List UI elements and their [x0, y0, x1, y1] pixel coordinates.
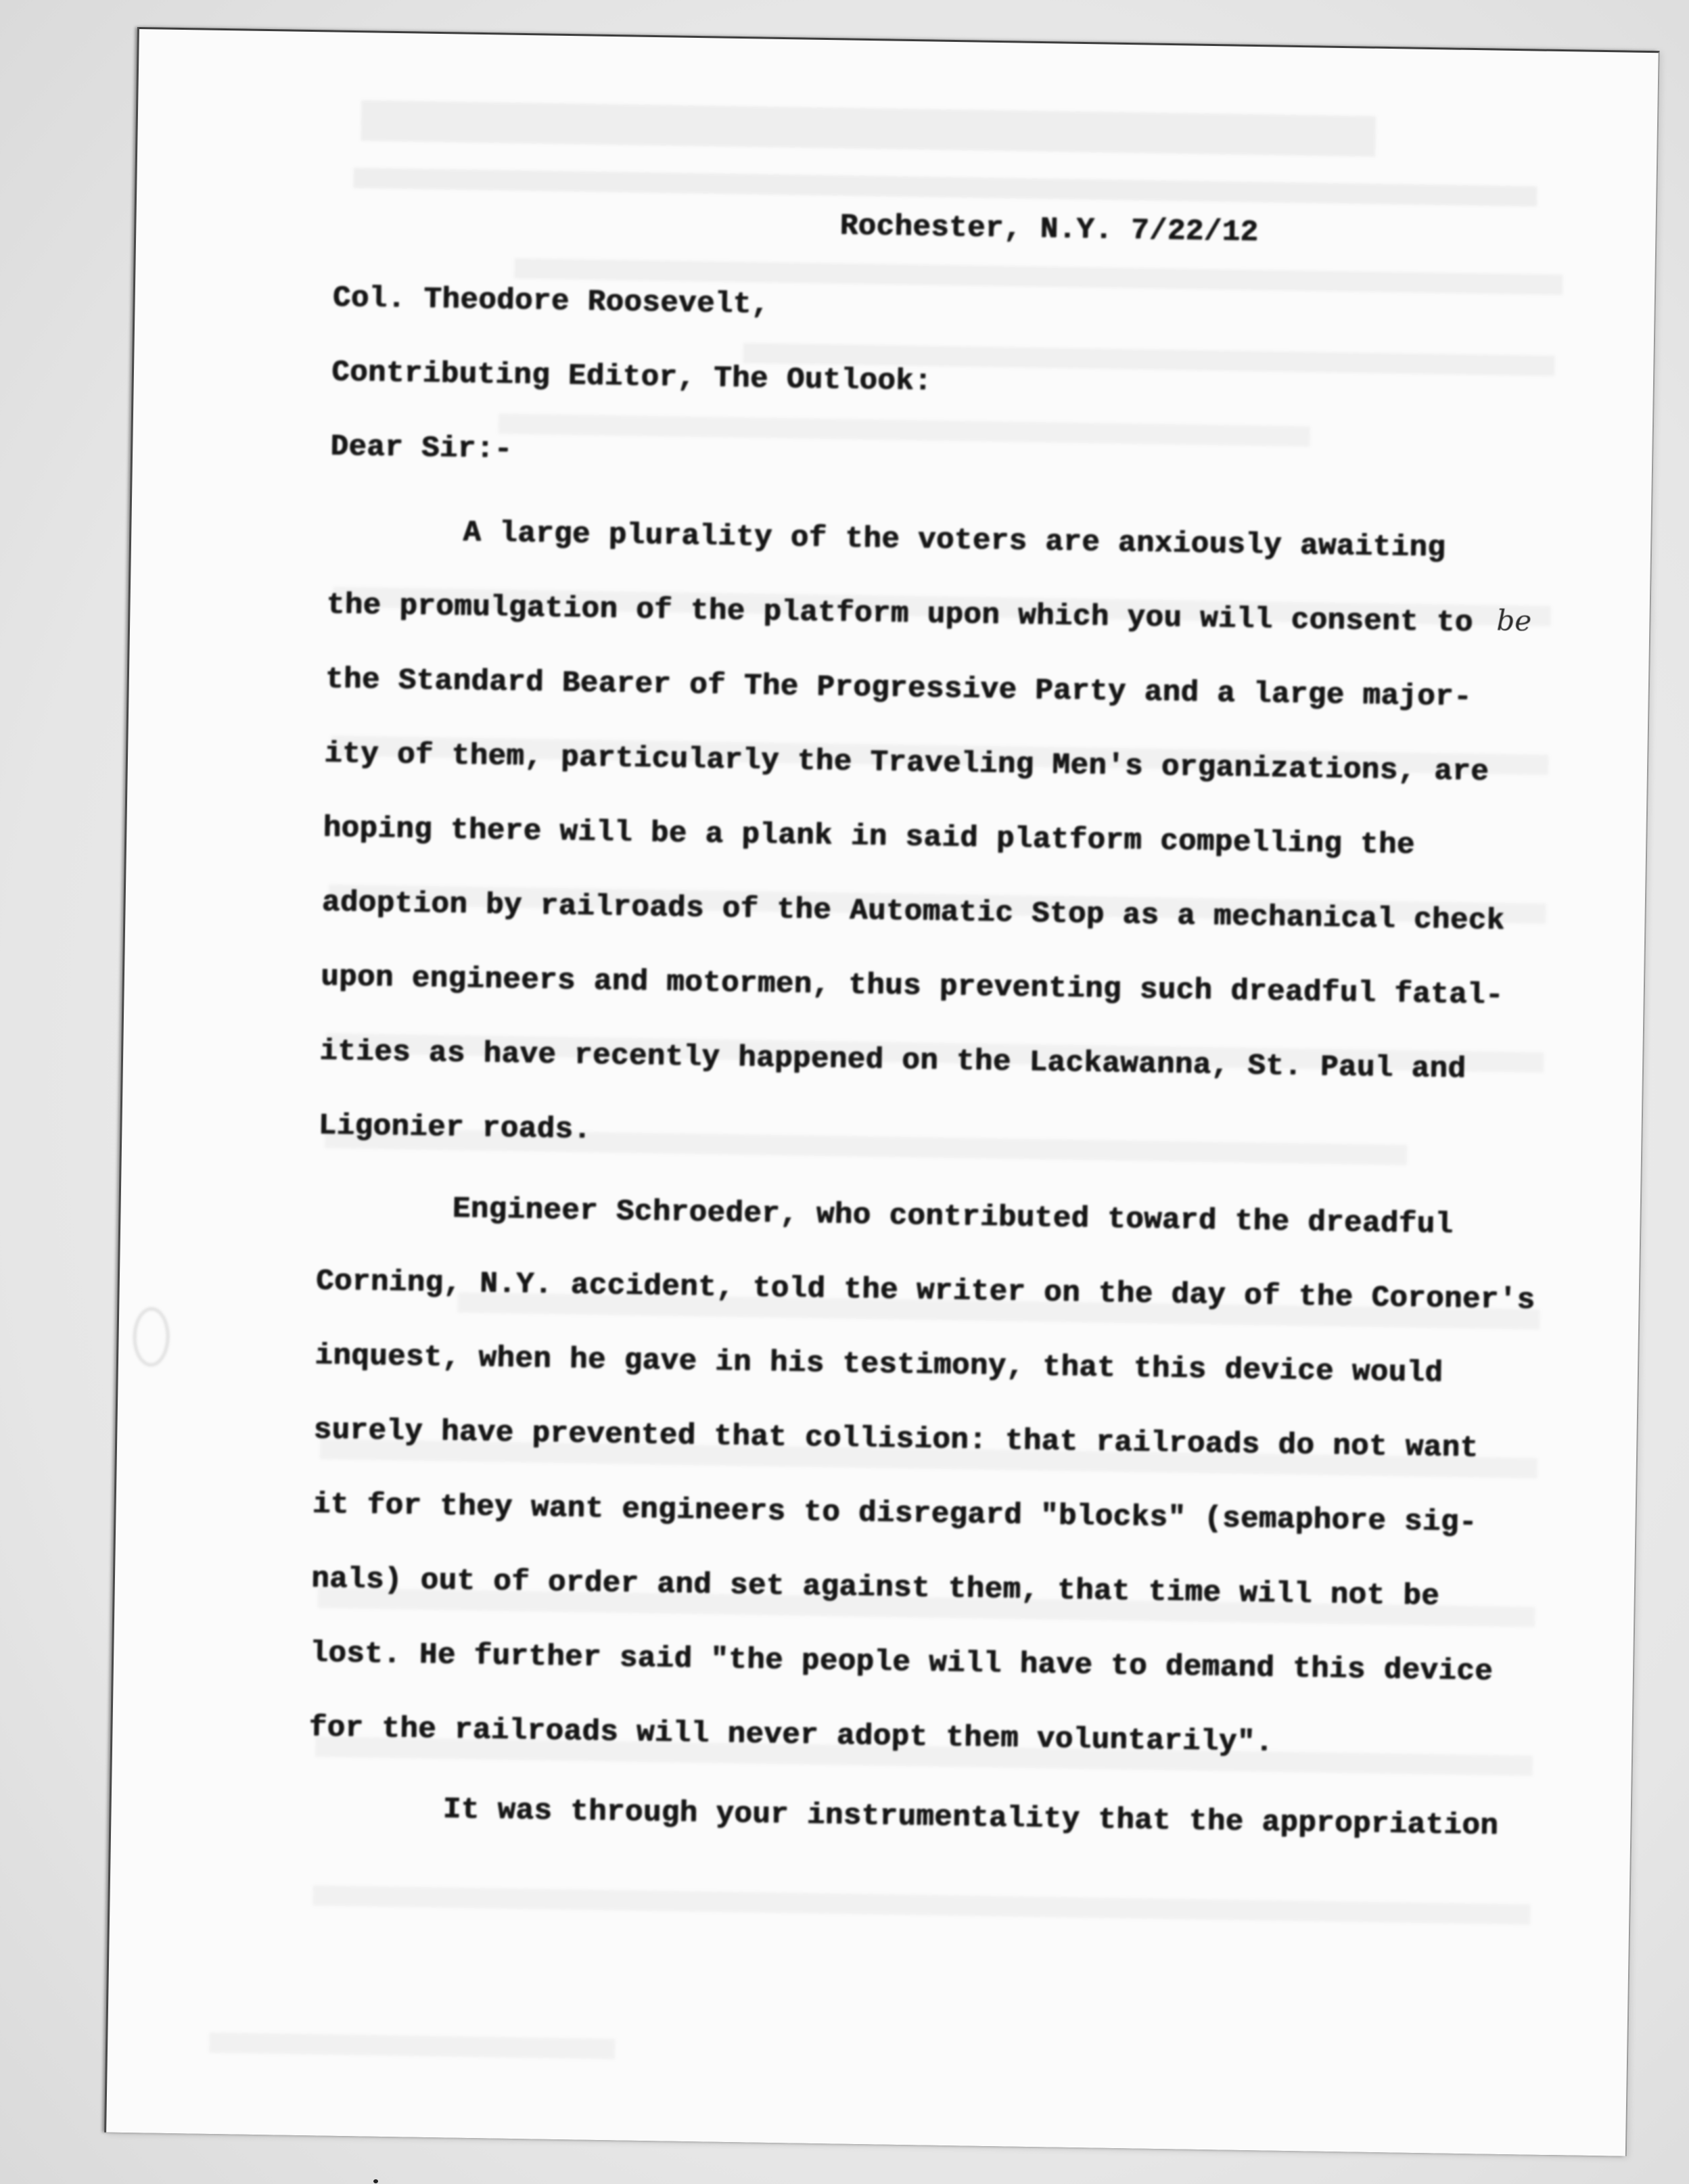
body-line: nals) out of order and set against them, that time will not be [310, 1562, 1440, 1614]
dateline: Rochester, N.Y. 7/22/12 [839, 209, 1259, 250]
body-line: for the railroads will never adopt them voluntarily". [308, 1711, 1274, 1760]
bleed-through-text [209, 2032, 615, 2059]
body-line: Engineer Schroeder, who contributed toward the dreadful [452, 1192, 1454, 1242]
body-line: A large plurality of the voters are anxiously awaiting [462, 515, 1446, 565]
body-line: it for they want engineers to disregard "blocks" (semaphore sig- [312, 1487, 1477, 1540]
body-line: ity of them, particularly the Traveling Men's organizations, are [323, 737, 1489, 789]
body-line: inquest, when he gave in his testimony, that this device would [314, 1339, 1443, 1391]
body-line: Ligonier roads. [318, 1109, 592, 1147]
body-line: hoping there will be a plank in said platform compelling the [323, 811, 1415, 862]
recipient-title: Contributing Editor, The Outlook: [331, 355, 933, 399]
bleed-through-text [499, 413, 1310, 446]
body-line: Corning, N.Y. accident, told the writer on the day of the Coroner's [315, 1264, 1535, 1318]
letter-page [106, 27, 1660, 2156]
body-line: adoption by railroads of the Automatic Stop as a mechanical check [321, 885, 1505, 938]
bleed-through-text [353, 168, 1537, 206]
body-line: upon engineers and motormen, thus preventing such dreadful fatal- [320, 960, 1504, 1013]
salutation: Dear Sir:- [329, 429, 513, 467]
body-line: the Standard Bearer of The Progressive Party and a large major- [325, 662, 1473, 715]
body-line: lost. He further said "the people will have to demand this device [309, 1636, 1494, 1689]
recipient-name: Col. Theodore Roosevelt, [332, 281, 770, 322]
paper-smudge [133, 1307, 169, 1366]
body-line: ities as have recently happened on the Lackawanna, St. Paul and [319, 1034, 1466, 1086]
handwritten-insert: be [1496, 603, 1532, 638]
body-line: surely have prevented that collision: that railroads do not want [313, 1413, 1479, 1466]
bleed-through-text [361, 100, 1376, 157]
bleed-through-text [313, 1885, 1530, 1924]
body-line: It was through your instrumentality that the appropriation [442, 1792, 1499, 1843]
dust-speck [373, 2179, 378, 2183]
body-line: the promulgation of the platform upon which you will consent to [326, 588, 1473, 641]
